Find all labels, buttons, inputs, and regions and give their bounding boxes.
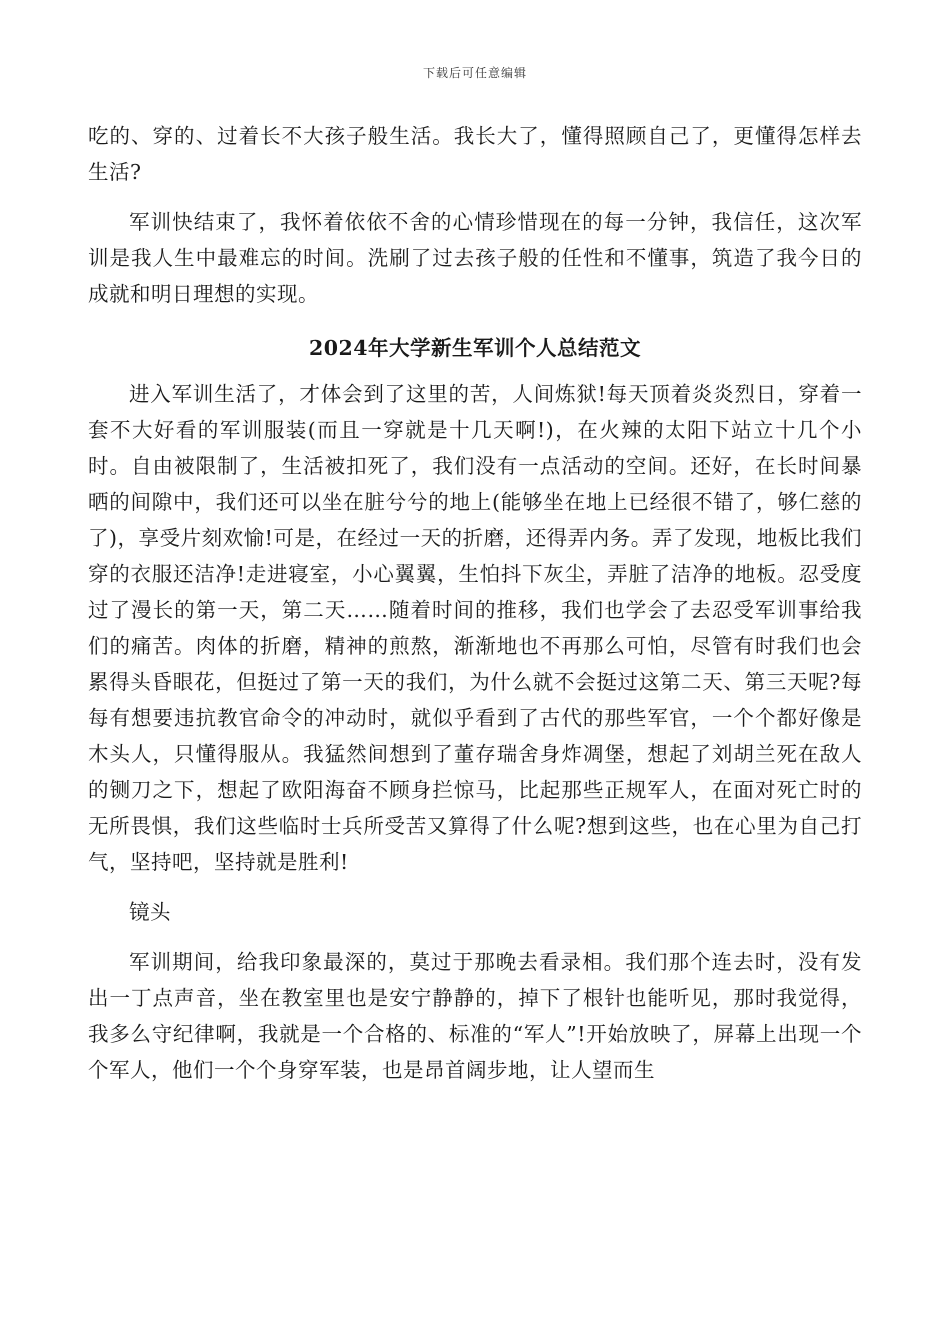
- paragraph-5: 军训期间，给我印象最深的，莫过于那晚去看录相。我们那个连去时，没有发出一丁点声音，坐在教室里也是安宁静静的，掉下了根针也能听见，那时我觉得，我多么守纪律啊，我就是一个合格的、标准的“军人”!开始放映了，屏幕上出现一个个军人，他们一个个身穿军装，也是昂首阔步地，让人望而生: [88, 950, 862, 1082]
- section-title: 2024年大学新生军训个人总结范文: [308, 336, 642, 360]
- page-header: 下载后可任意编辑: [422, 66, 527, 80]
- document-body: [88, 118, 862, 1088]
- paragraph-2: 军训快结束了，我怀着依依不舍的心情珍惜现在的每一分钟，我信任，这次军训是我人生中最难忘的时间。洗刷了过去孩子般的任性和不懂事，筑造了我今日的成就和明日理想的实现。: [88, 210, 862, 306]
- paragraph-3: 进入军训生活了，才体会到了这里的苦，人间炼狱!每天顶着炎炎烈日，穿着一套不大好看的军训服装(而且一穿就是十几天啊!)，在火辣的太阳下站立十几个小时。自由被限制了，生活被扣死了，我们没有一点活动的空间。还好，在长时间暴晒的间隙中，我们还可以坐在脏兮兮的地上(能够坐在地上已经很不错了，够仁慈的了)，享受片刻欢愉!可是，在经过一天的折磨，还得弄内务。弄了发现，地板比我们穿的衣服还洁净!走进寝室，小心翼翼，生怕抖下灰尘，弄脏了洁净的地板。忍受度过了漫长的第一天，第二天……随着时间的推移，我们也学会了去忍受军训事给我们的痛苦。肉体的折磨，精神的煎熬，渐渐地也不再那么可怕，尽管有时我们也会累得头昏眼花，但挺过了第一天的我们，为什么就不会挺过这第二天、第三天呢?每每有想要违抗教官命令的冲动时，就似乎看到了古代的那些军官，一个个都好像是木头人，只懂得服从。我猛然间想到了董存瑞舍身炸凋堡，想起了刘胡兰死在敌人的铡刀之下，想起了欧阳海奋不顾身拦惊马，比起那些正规军人，在面对死亡时的无所畏惧，我们这些临时士兵所受苦又算得了什么呢?想到这些，也在心里为自己打气，坚持吧，坚持就是胜利!: [88, 382, 862, 874]
- paragraph-1: 吃的、穿的、过着长不大孩子般生活。我长大了，懂得照顾自己了，更懂得怎样去生活?: [88, 124, 862, 184]
- paragraph-4: 镜头: [129, 900, 171, 924]
